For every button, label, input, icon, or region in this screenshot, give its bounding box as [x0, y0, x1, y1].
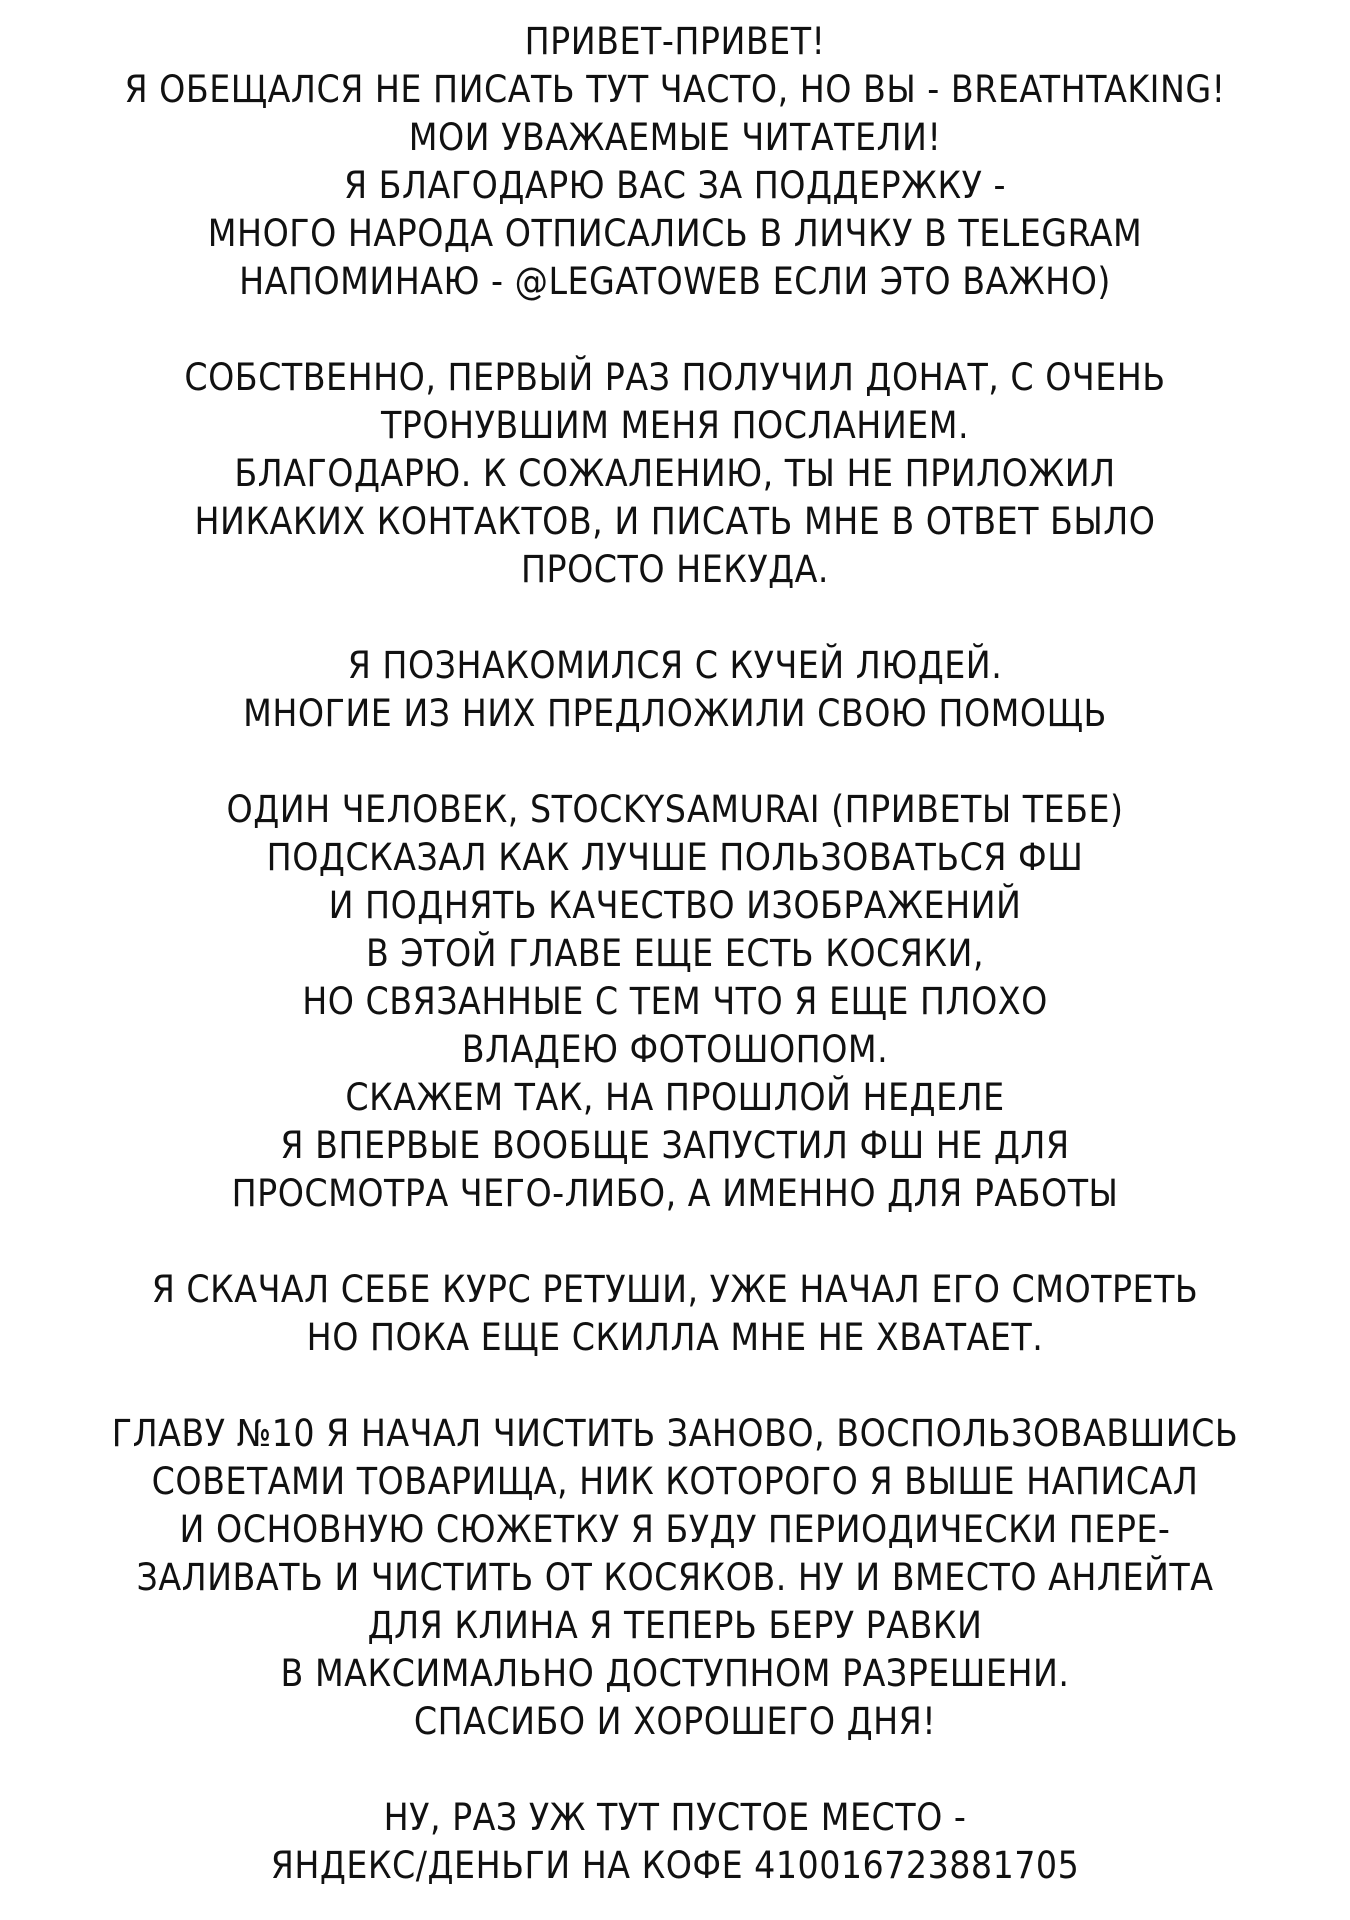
- text-line: МНОГИЕ ИЗ НИХ ПРЕДЛОЖИЛИ СВОЮ ПОМОЩЬ: [243, 692, 1107, 735]
- text-line: Я ПОЗНАКОМИЛСЯ С КУЧЕЙ ЛЮДЕЙ.: [347, 644, 1003, 687]
- text-line: В МАКСИМАЛЬНО ДОСТУПНОМ РАЗРЕШЕНИ.: [280, 1652, 1070, 1695]
- paragraph-donation: [60, 354, 1290, 594]
- author-note: [60, 18, 1290, 1890]
- text-line: ГЛАВУ №10 Я НАЧАЛ ЧИСТИТЬ ЗАНОВО, ВОСПОЛЬЗОВАВШИСЬ: [111, 1412, 1239, 1455]
- text-line: ТРОНУВШИМ МЕНЯ ПОСЛАНИЕМ.: [380, 404, 970, 447]
- text-line: НО ПОКА ЕЩЕ СКИЛЛА МНЕ НЕ ХВАТАЕТ.: [306, 1316, 1044, 1359]
- text-line: МНОГО НАРОДА ОТПИСАЛИСЬ В ЛИЧКУ В TELEGRAM: [207, 212, 1143, 255]
- text-line: Я ВПЕРВЫЕ ВООБЩЕ ЗАПУСТИЛ ФШ НЕ ДЛЯ: [280, 1124, 1070, 1167]
- paragraph-greeting: [60, 18, 1290, 306]
- text-line: НАПОМИНАЮ - @LEGATOWEB ЕСЛИ ЭТО ВАЖНО): [239, 260, 1111, 303]
- paragraph-coffee: [60, 1794, 1290, 1890]
- text-line: БЛАГОДАРЮ. К СОЖАЛЕНИЮ, ТЫ НЕ ПРИЛОЖИЛ: [234, 452, 1116, 495]
- text-line: В ЭТОЙ ГЛАВЕ ЕЩЕ ЕСТЬ КОСЯКИ,: [365, 932, 985, 975]
- paragraph-photoshop: [60, 786, 1290, 1218]
- text-line: ПРОСМОТРА ЧЕГО-ЛИБО, А ИМЕННО ДЛЯ РАБОТЫ: [231, 1172, 1119, 1215]
- text-line: НО СВЯЗАННЫЕ С ТЕМ ЧТО Я ЕЩЕ ПЛОХО: [302, 980, 1048, 1023]
- paragraph-course: [60, 1266, 1290, 1362]
- text-line: ПРИВЕТ-ПРИВЕТ!: [524, 20, 826, 63]
- text-line: НИКАКИХ КОНТАКТОВ, И ПИСАТЬ МНЕ В ОТВЕТ БЫЛО: [194, 500, 1156, 543]
- text-line: СОВЕТАМИ ТОВАРИЩА, НИК КОТОРОГО Я ВЫШЕ НАПИСАЛ: [151, 1460, 1199, 1503]
- text-line: Я БЛАГОДАРЮ ВАС ЗА ПОДДЕРЖКУ -: [343, 164, 1006, 207]
- text-line: НУ, РАЗ УЖ ТУТ ПУСТОЕ МЕСТО -: [383, 1796, 967, 1839]
- text-line: ПОДСКАЗАЛ КАК ЛУЧШЕ ПОЛЬЗОВАТЬСЯ ФШ: [266, 836, 1084, 879]
- text-line: СКАЖЕМ ТАК, НА ПРОШЛОЙ НЕДЕЛЕ: [345, 1076, 1005, 1119]
- text-line: СПАСИБО И ХОРОШЕГО ДНЯ!: [413, 1700, 937, 1743]
- text-line: ВЛАДЕЮ ФОТОШОПОМ.: [461, 1028, 889, 1071]
- text-line: Я СКАЧАЛ СЕБЕ КУРС РЕТУШИ, УЖЕ НАЧАЛ ЕГО СМОТРЕТЬ: [151, 1268, 1199, 1311]
- paragraph-people: [60, 642, 1290, 738]
- text-line: И ОСНОВНУЮ СЮЖЕТКУ Я БУДУ ПЕРИОДИЧЕСКИ ПЕРЕ-: [179, 1508, 1171, 1551]
- text-line: СОБСТВЕННО, ПЕРВЫЙ РАЗ ПОЛУЧИЛ ДОНАТ, С ОЧЕНЬ: [184, 356, 1166, 399]
- text-line: ДЛЯ КЛИНА Я ТЕПЕРЬ БЕРУ РАВКИ: [367, 1604, 983, 1647]
- text-line: И ПОДНЯТЬ КАЧЕСТВО ИЗОБРАЖЕНИЙ: [328, 884, 1022, 927]
- text-line: ЗАЛИВАТЬ И ЧИСТИТЬ ОТ КОСЯКОВ. НУ И ВМЕСТО АНЛЕЙТА: [136, 1556, 1214, 1599]
- paragraph-chapter: [60, 1410, 1290, 1746]
- text-line: ПРОСТО НЕКУДА.: [521, 548, 829, 591]
- text-line: ЯНДЕКС/ДЕНЬГИ НА КОФЕ 410016723881705: [270, 1844, 1080, 1887]
- text-line: ОДИН ЧЕЛОВЕК, STOCKYSAMURAI (ПРИВЕТЫ ТЕБЕ): [226, 788, 1124, 831]
- text-line: Я ОБЕЩАЛСЯ НЕ ПИСАТЬ ТУТ ЧАСТО, НО ВЫ - BREATHTAKING!: [124, 68, 1226, 111]
- text-line: МОИ УВАЖАЕМЫЕ ЧИТАТЕЛИ!: [408, 116, 942, 159]
